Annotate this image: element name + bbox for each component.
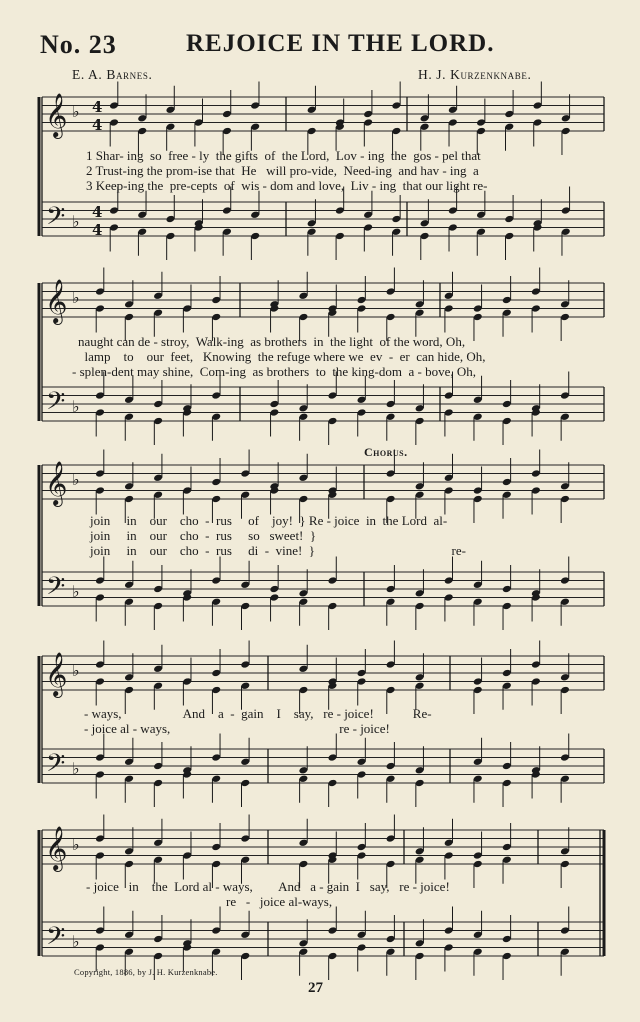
bass-clef-icon: 𝄢: [46, 572, 66, 607]
time-signature-top: 4: [92, 203, 103, 221]
flat-icon: ♭: [72, 835, 80, 854]
lyric-line: 3 Keep-ing the pre-cepts of wis - dom and love, Liv - ing that our light re-: [86, 178, 488, 193]
hymn-title: REJOICE IN THE LORD.: [186, 30, 495, 57]
copyright-notice: Copyright, 1886, by J. H. Kurzenknabe.: [74, 967, 218, 977]
treble-clef-icon: 𝄞: [45, 279, 68, 323]
lyric-line: join in our cho - rus of joy! } Re - joice in the Lord al-: [90, 513, 448, 528]
lyricist-credit: E. A. Barnes.: [72, 67, 153, 82]
bass-clef-icon: 𝄢: [46, 202, 66, 237]
treble-clef-icon: 𝄞: [45, 93, 68, 137]
lyric-line: - joice al - ways, re - joice!: [84, 721, 390, 736]
flat-icon: ♭: [72, 661, 80, 680]
time-signature-top: 4: [92, 98, 103, 116]
flat-icon: ♭: [72, 288, 80, 307]
flat-icon: ♭: [72, 582, 80, 601]
bass-clef-icon: 𝄢: [46, 387, 66, 422]
flat-icon: ♭: [72, 102, 80, 121]
flat-icon: ♭: [72, 759, 80, 778]
time-signature-bottom: 4: [92, 116, 103, 134]
page-number: 27: [308, 980, 323, 996]
hymn-number: No. 23: [40, 30, 117, 59]
bass-clef-icon: 𝄢: [46, 922, 66, 957]
lyric-line: join in our cho - rus so sweet! }: [90, 528, 317, 543]
lyric-line: - joice in the Lord al - ways, And a - gain I say, re - joice!: [86, 879, 450, 894]
chorus-label: Chorus.: [364, 445, 408, 459]
lyric-line: 1 Shar- ing so free - ly the gifts of the Lord, Lov - ing the gos - pel that: [86, 148, 481, 163]
bass-clef-icon: 𝄢: [46, 749, 66, 784]
lyric-line: - ways, And a - gain I say, re - joice! Re-: [84, 706, 432, 721]
flat-icon: ♭: [72, 932, 80, 951]
lyric-line: naught can de - stroy, Walk-ing as brothers in the light of the word, Oh,: [78, 334, 466, 349]
lyric-line: join in our cho - rus di - vine! } re-: [90, 543, 466, 558]
lyric-line: lamp to our feet, Knowing the refuge where we ev - er can hide, Oh,: [78, 349, 486, 364]
flat-icon: ♭: [72, 212, 80, 231]
flat-icon: ♭: [72, 470, 80, 489]
treble-clef-icon: 𝄞: [45, 461, 68, 505]
treble-clef-icon: 𝄞: [45, 652, 68, 696]
composer-credit: H. J. Kurzenknabe.: [418, 67, 532, 82]
time-signature-bottom: 4: [92, 221, 103, 239]
lyric-line: 2 Trust-ing the prom-ise that He will pro-vide, Need-ing and hav - ing a: [86, 163, 479, 178]
lyric-line: - splen-dent may shine, Com-ing as brothers to the king-dom a - bove, Oh,: [72, 364, 477, 379]
flat-icon: ♭: [72, 397, 80, 416]
treble-clef-icon: 𝄞: [45, 826, 68, 870]
lyric-line: re - joice al-ways,: [226, 894, 333, 909]
